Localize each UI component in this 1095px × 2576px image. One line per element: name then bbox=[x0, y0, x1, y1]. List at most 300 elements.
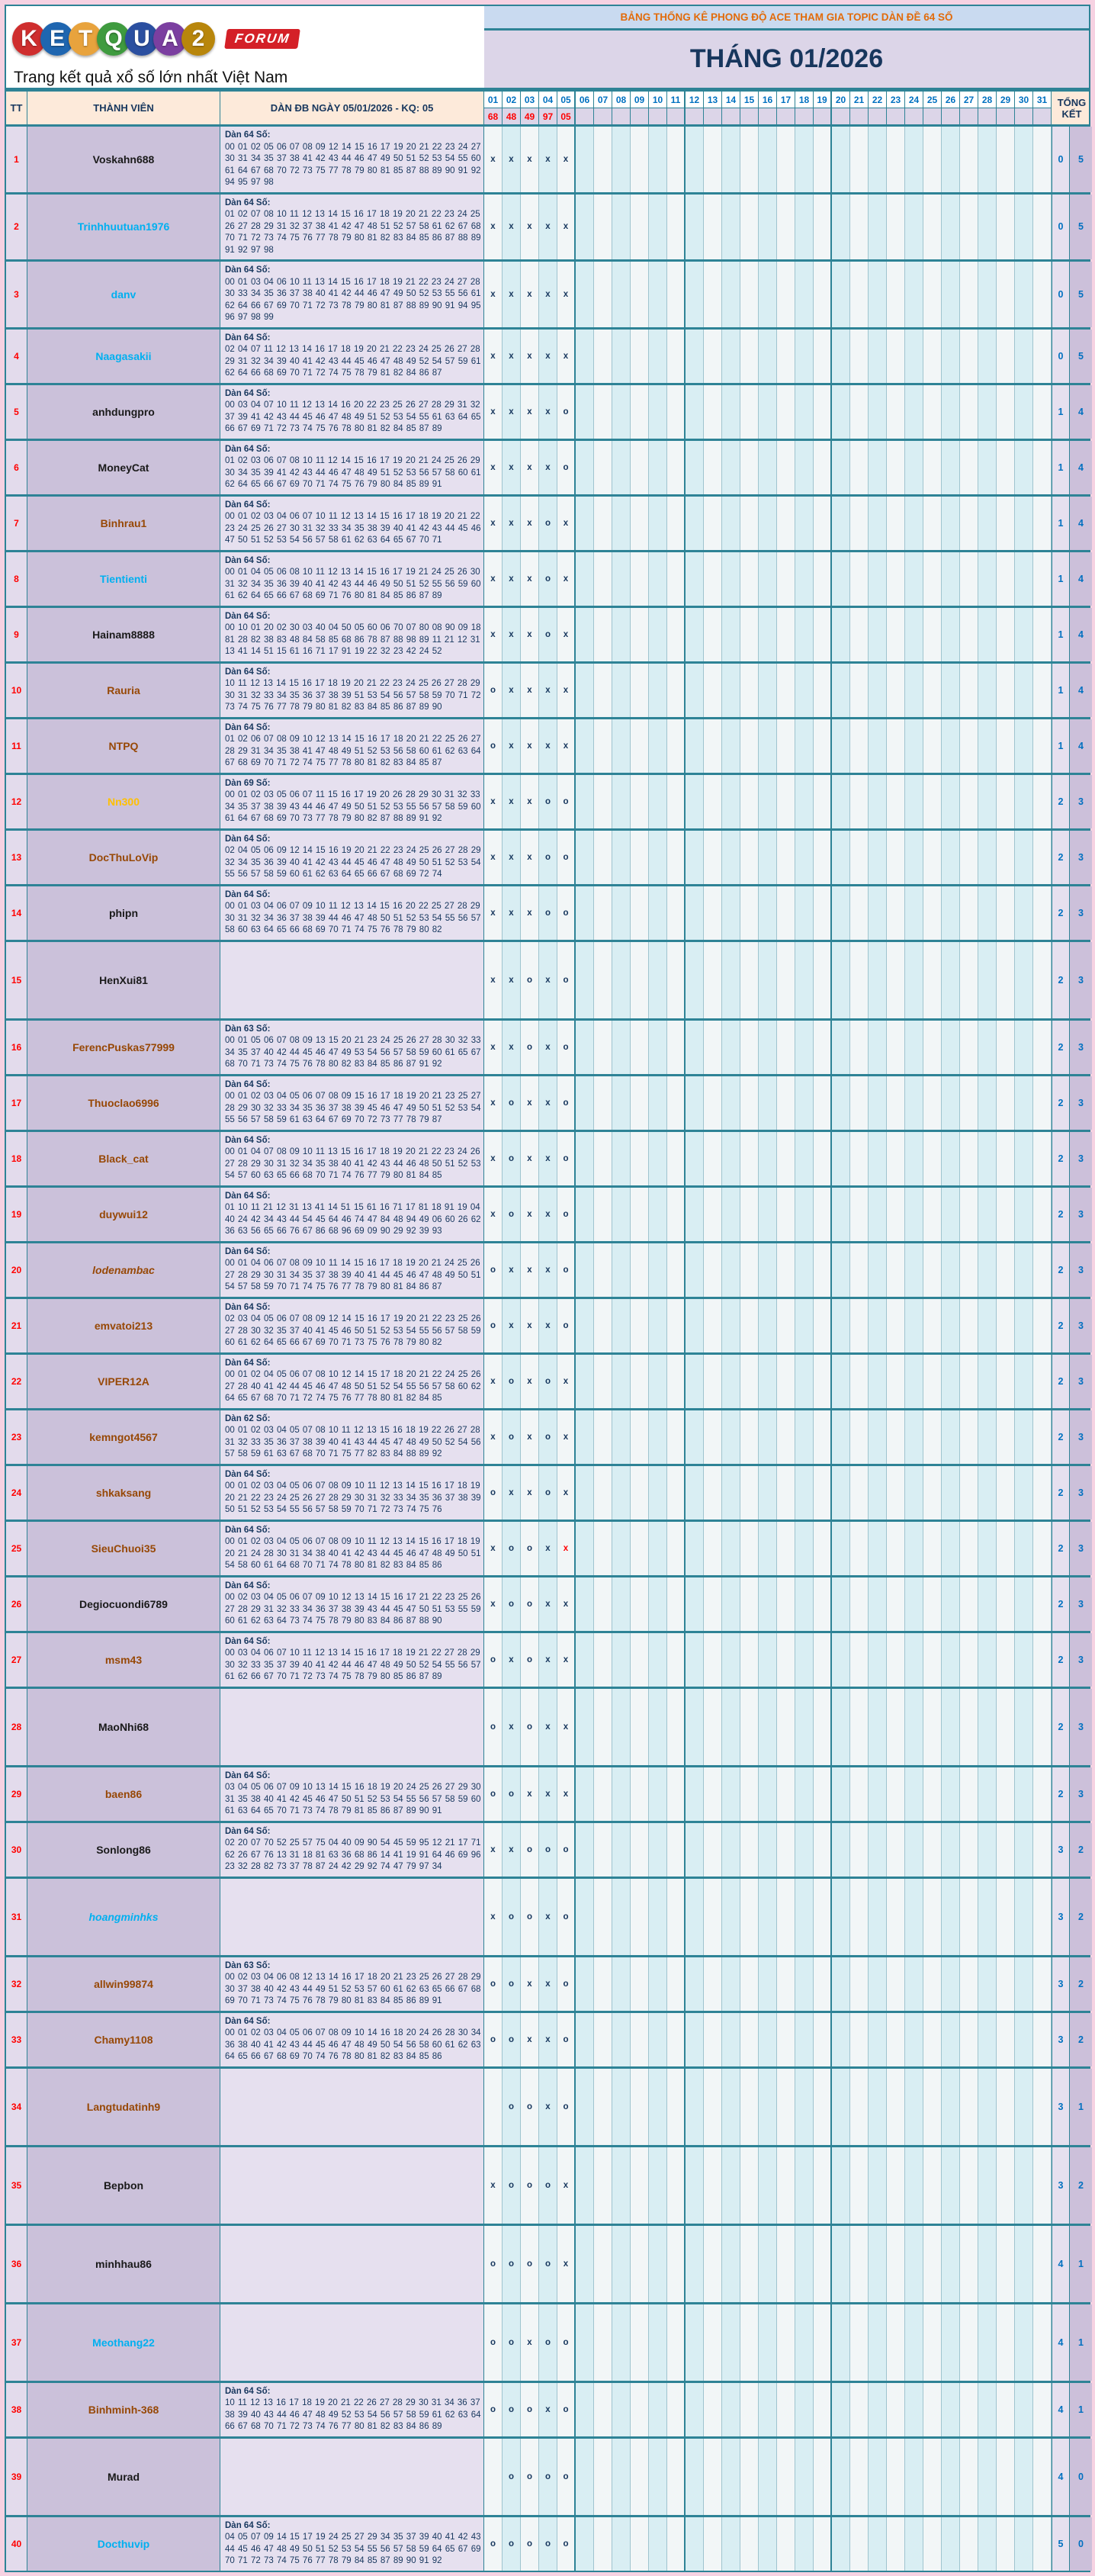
day-cell-08 bbox=[612, 441, 631, 494]
day-cells bbox=[484, 2013, 1052, 2066]
member-name-link[interactable]: FerencPuskas77999 bbox=[27, 1021, 220, 1074]
day-cell-18 bbox=[795, 1076, 814, 1130]
day-cell-24 bbox=[905, 886, 923, 940]
member-name-link[interactable]: NTPQ bbox=[27, 719, 220, 773]
day-mark-02: o bbox=[503, 2517, 521, 2571]
day-cell-09 bbox=[631, 1355, 649, 1408]
day-cell-22 bbox=[869, 1522, 887, 1575]
member-name-link[interactable]: Chamy1108 bbox=[27, 2013, 220, 2066]
day-cell-11 bbox=[667, 2226, 686, 2302]
day-cell-29 bbox=[997, 497, 1015, 550]
day-cell-15 bbox=[740, 330, 759, 383]
day-cell-13 bbox=[704, 1522, 722, 1575]
day-cell-15 bbox=[740, 2147, 759, 2224]
dan-numbers-cell bbox=[220, 2147, 484, 2224]
day-cell-19 bbox=[814, 1132, 832, 1185]
day-cell-09 bbox=[631, 1823, 649, 1877]
day-cell-08 bbox=[612, 497, 631, 550]
day-cell-17 bbox=[777, 1522, 795, 1575]
day-mark-05: x bbox=[557, 1410, 576, 1464]
day-mark-04: o bbox=[539, 1823, 557, 1877]
day-cell-28 bbox=[978, 1633, 997, 1687]
day-cell-11 bbox=[667, 1021, 686, 1074]
day-cell-11 bbox=[667, 1410, 686, 1464]
day-cell-19 bbox=[814, 2147, 832, 2224]
day-cell-23 bbox=[887, 2226, 905, 2302]
day-mark-02: x bbox=[503, 775, 521, 828]
member-name-link[interactable]: kemngot4567 bbox=[27, 1410, 220, 1464]
day-cell-31 bbox=[1033, 664, 1052, 717]
day-cell-10 bbox=[649, 2383, 667, 2436]
day-cell-09 bbox=[631, 2517, 649, 2571]
day-cell-30 bbox=[1015, 1355, 1033, 1408]
day-cell-22 bbox=[869, 195, 887, 260]
day-cell-31 bbox=[1033, 1466, 1052, 1520]
day-cell-11 bbox=[667, 1355, 686, 1408]
day-cell-29 bbox=[997, 552, 1015, 606]
day-cell-17 bbox=[777, 2226, 795, 2302]
day-cell-13 bbox=[704, 1957, 722, 2011]
dan-numbers: 00 03 04 06 07 10 11 12 13 14 15 16 17 18 19 21 22 27 28 29 30 32 33 35 37 39 40 41 42 44 46 47 48 49 50 52 54 55 56 57 61 62 66 67 70 71 72 73 74 75 78 79 80 85 86 87 89 bbox=[225, 1648, 481, 1682]
day-cell-09 bbox=[631, 1188, 649, 1241]
day-cell-10 bbox=[649, 664, 667, 717]
total-miss-count: 4 bbox=[1052, 2304, 1070, 2381]
day-cell-12 bbox=[686, 775, 704, 828]
day-cell-18 bbox=[795, 385, 814, 439]
day-cell-22 bbox=[869, 2383, 887, 2436]
day-cell-14 bbox=[722, 2304, 740, 2381]
day-header-01: 01 bbox=[484, 92, 503, 108]
day-header-28: 28 bbox=[978, 92, 997, 108]
day-cell-24 bbox=[905, 1243, 923, 1297]
day-cell-08 bbox=[612, 1633, 631, 1687]
member-name-link[interactable]: anhdungpro bbox=[27, 385, 220, 439]
member-name-link[interactable]: Langtudatinh9 bbox=[27, 2069, 220, 2145]
member-row bbox=[6, 1955, 1089, 2011]
day-cell-31 bbox=[1033, 127, 1052, 192]
member-name-link[interactable]: Hainam8888 bbox=[27, 608, 220, 661]
day-cell-19 bbox=[814, 195, 832, 260]
day-cell-26 bbox=[942, 1689, 960, 1765]
member-name-link[interactable]: Docthuvip bbox=[27, 2517, 220, 2571]
day-cell-10 bbox=[649, 831, 667, 884]
day-cell-06 bbox=[576, 195, 594, 260]
day-cell-29 bbox=[997, 942, 1015, 1018]
forum-badge: FORUM bbox=[224, 29, 300, 49]
day-cell-20 bbox=[832, 1577, 850, 1631]
row-index: 24 bbox=[6, 1466, 27, 1520]
day-cell-06 bbox=[576, 2226, 594, 2302]
member-name-link[interactable]: Naagasakii bbox=[27, 330, 220, 383]
row-index: 21 bbox=[6, 1299, 27, 1352]
day-cell-19 bbox=[814, 1188, 832, 1241]
day-cell-18 bbox=[795, 831, 814, 884]
day-cell-18 bbox=[795, 1188, 814, 1241]
day-mark-03: o bbox=[521, 1577, 539, 1631]
day-cell-09 bbox=[631, 262, 649, 327]
day-cell-24 bbox=[905, 441, 923, 494]
day-cell-25 bbox=[923, 1879, 942, 1955]
day-mark-01: o bbox=[484, 2383, 503, 2436]
day-cell-22 bbox=[869, 497, 887, 550]
day-mark-02: x bbox=[503, 1466, 521, 1520]
day-cell-17 bbox=[777, 1633, 795, 1687]
day-mark-03: x bbox=[521, 497, 539, 550]
day-cell-06 bbox=[576, 719, 594, 773]
day-cell-17 bbox=[777, 1021, 795, 1074]
day-cell-30 bbox=[1015, 1522, 1033, 1575]
day-cell-19 bbox=[814, 1577, 832, 1631]
day-cell-21 bbox=[850, 1466, 869, 1520]
day-cell-13 bbox=[704, 497, 722, 550]
member-name-link[interactable]: Degiocuondi6789 bbox=[27, 1577, 220, 1631]
day-cell-13 bbox=[704, 2383, 722, 2436]
day-cell-30 bbox=[1015, 1299, 1033, 1352]
member-name-link[interactable]: MoneyCat bbox=[27, 441, 220, 494]
day-cells bbox=[484, 608, 1052, 661]
day-cell-28 bbox=[978, 1021, 997, 1074]
member-name-link[interactable]: Rauria bbox=[27, 664, 220, 717]
total-win-count: 0 bbox=[1070, 2517, 1092, 2571]
day-cell-21 bbox=[850, 195, 869, 260]
day-cell-12 bbox=[686, 1243, 704, 1297]
member-name-link[interactable]: Voskahn688 bbox=[27, 127, 220, 192]
day-mark-02: o bbox=[503, 2383, 521, 2436]
member-name-link[interactable]: baen86 bbox=[27, 1767, 220, 1821]
member-row bbox=[6, 1018, 1089, 1074]
day-cell-28 bbox=[978, 1243, 997, 1297]
day-cell-29 bbox=[997, 1466, 1015, 1520]
day-cell-08 bbox=[612, 2439, 631, 2515]
day-header-21: 21 bbox=[850, 92, 869, 108]
day-mark-03: x bbox=[521, 719, 539, 773]
day-cell-16 bbox=[759, 1355, 777, 1408]
member-row bbox=[6, 327, 1089, 383]
day-cell-16 bbox=[759, 831, 777, 884]
day-cell-17 bbox=[777, 1243, 795, 1297]
day-cell-29 bbox=[997, 831, 1015, 884]
dan-label: Dàn 64 Số: bbox=[225, 611, 271, 621]
day-cell-22 bbox=[869, 1355, 887, 1408]
dan-label: Dàn 64 Số: bbox=[225, 130, 271, 140]
member-name-link[interactable]: Binhrau1 bbox=[27, 497, 220, 550]
day-cells bbox=[484, 552, 1052, 606]
member-name-link[interactable]: shkaksang bbox=[27, 1466, 220, 1520]
day-cell-17 bbox=[777, 552, 795, 606]
dan-label: Dàn 64 Số: bbox=[225, 1079, 271, 1089]
day-cell-23 bbox=[887, 195, 905, 260]
day-cell-15 bbox=[740, 1689, 759, 1765]
day-cell-06 bbox=[576, 1243, 594, 1297]
member-name-link[interactable]: Nn300 bbox=[27, 775, 220, 828]
day-cell-28 bbox=[978, 2147, 997, 2224]
member-row bbox=[6, 1877, 1089, 1955]
day-cell-20 bbox=[832, 1132, 850, 1185]
day-cell-09 bbox=[631, 1410, 649, 1464]
day-cell-11 bbox=[667, 2147, 686, 2224]
day-cell-17 bbox=[777, 775, 795, 828]
day-cell-29 bbox=[997, 127, 1015, 192]
day-result-06 bbox=[576, 108, 594, 124]
logo-letter: U bbox=[125, 22, 159, 56]
day-cell-08 bbox=[612, 664, 631, 717]
day-mark-01: o bbox=[484, 664, 503, 717]
day-cell-14 bbox=[722, 1879, 740, 1955]
day-cell-24 bbox=[905, 195, 923, 260]
day-mark-02: o bbox=[503, 1522, 521, 1575]
member-name-link[interactable]: allwin99874 bbox=[27, 1957, 220, 2011]
member-name-link[interactable]: minhhau86 bbox=[27, 2226, 220, 2302]
day-cell-29 bbox=[997, 2226, 1015, 2302]
day-cell-27 bbox=[960, 1577, 978, 1631]
day-cell-15 bbox=[740, 1522, 759, 1575]
day-cell-26 bbox=[942, 2013, 960, 2066]
day-mark-04: x bbox=[539, 195, 557, 260]
dan-numbers: 01 02 06 07 08 09 10 12 13 14 15 16 17 18 20 21 22 25 26 27 28 29 31 34 35 38 41 47 48 49 51 52 53 56 58 60 61 62 63 64 67 68 69 70 71 72 74 75 77 78 80 81 82 83 84 85 87 bbox=[225, 735, 481, 768]
total-win-count: 2 bbox=[1070, 2013, 1092, 2066]
day-cell-24 bbox=[905, 2226, 923, 2302]
member-name-link[interactable]: HenXui81 bbox=[27, 942, 220, 1018]
day-cell-21 bbox=[850, 127, 869, 192]
day-mark-04: o bbox=[539, 1355, 557, 1408]
member-name-link[interactable]: SieuChuoi35 bbox=[27, 1522, 220, 1575]
day-mark-02: x bbox=[503, 552, 521, 606]
day-cell-21 bbox=[850, 2226, 869, 2302]
day-result-18 bbox=[795, 108, 814, 124]
day-mark-02: x bbox=[503, 497, 521, 550]
member-name-link[interactable]: Meothang22 bbox=[27, 2304, 220, 2381]
member-name-link[interactable]: Tientienti bbox=[27, 552, 220, 606]
day-mark-04: x bbox=[539, 385, 557, 439]
day-cell-27 bbox=[960, 1689, 978, 1765]
member-name-link[interactable]: Black_cat bbox=[27, 1132, 220, 1185]
day-mark-02: o bbox=[503, 1957, 521, 2011]
dan-numbers-cell bbox=[220, 497, 484, 550]
day-mark-05: o bbox=[557, 2383, 576, 2436]
day-mark-04: x bbox=[539, 942, 557, 1018]
day-cell-23 bbox=[887, 2147, 905, 2224]
day-cells bbox=[484, 719, 1052, 773]
day-cell-14 bbox=[722, 1188, 740, 1241]
day-cell-19 bbox=[814, 719, 832, 773]
day-cell-24 bbox=[905, 608, 923, 661]
day-cell-11 bbox=[667, 1957, 686, 2011]
day-mark-04: x bbox=[539, 1689, 557, 1765]
day-cell-10 bbox=[649, 1879, 667, 1955]
day-cell-21 bbox=[850, 1132, 869, 1185]
total-win-count: 3 bbox=[1070, 1410, 1092, 1464]
member-name-link[interactable]: DocThuLoVip bbox=[27, 831, 220, 884]
day-cell-14 bbox=[722, 385, 740, 439]
row-index: 26 bbox=[6, 1577, 27, 1631]
day-cell-20 bbox=[832, 262, 850, 327]
day-cell-17 bbox=[777, 1188, 795, 1241]
day-cell-18 bbox=[795, 552, 814, 606]
logo-letter: Q bbox=[97, 22, 130, 56]
member-name-link[interactable]: Trinhhuutuan1976 bbox=[27, 195, 220, 260]
day-cell-25 bbox=[923, 1132, 942, 1185]
member-name-link[interactable]: duywui12 bbox=[27, 1188, 220, 1241]
day-mark-03: o bbox=[521, 942, 539, 1018]
day-mark-05: x bbox=[557, 1522, 576, 1575]
member-name-link[interactable]: Sonlong86 bbox=[27, 1823, 220, 1877]
member-name-link[interactable]: hoangminhks bbox=[27, 1879, 220, 1955]
day-header-22: 22 bbox=[869, 92, 887, 108]
member-name-link[interactable]: Bepbon bbox=[27, 2147, 220, 2224]
day-cell-11 bbox=[667, 1823, 686, 1877]
day-cell-17 bbox=[777, 441, 795, 494]
day-cell-27 bbox=[960, 1823, 978, 1877]
day-cell-22 bbox=[869, 1879, 887, 1955]
day-cell-06 bbox=[576, 608, 594, 661]
logo-letter: 2 bbox=[181, 22, 215, 56]
day-mark-05: o bbox=[557, 2517, 576, 2571]
member-name-link[interactable]: Murad bbox=[27, 2439, 220, 2515]
member-name-link[interactable]: lodenambac bbox=[27, 1243, 220, 1297]
day-cell-30 bbox=[1015, 1689, 1033, 1765]
day-mark-01: x bbox=[484, 195, 503, 260]
day-cell-07 bbox=[594, 1355, 612, 1408]
day-mark-02: o bbox=[503, 2013, 521, 2066]
day-cell-07 bbox=[594, 2013, 612, 2066]
day-cell-15 bbox=[740, 1767, 759, 1821]
day-cells bbox=[484, 127, 1052, 192]
day-cell-31 bbox=[1033, 262, 1052, 327]
day-cell-11 bbox=[667, 1243, 686, 1297]
row-index: 14 bbox=[6, 886, 27, 940]
day-result-20 bbox=[832, 108, 850, 124]
day-cell-13 bbox=[704, 1767, 722, 1821]
dan-numbers-cell bbox=[220, 2383, 484, 2436]
dan-label: Dàn 62 Số: bbox=[225, 1413, 271, 1423]
day-cell-30 bbox=[1015, 1410, 1033, 1464]
day-cells bbox=[484, 2226, 1052, 2302]
day-cell-19 bbox=[814, 942, 832, 1018]
dan-numbers: 00 01 02 05 06 07 08 09 12 14 15 16 17 19 20 21 22 23 24 27 30 31 34 35 37 38 41 42 43 44 46 47 49 50 51 52 53 54 55 60 61 64 67 68 70 72 73 75 77 78 79 80 81 85 87 88 89 90 91 92 94 95 97 98 bbox=[225, 142, 481, 188]
day-cell-17 bbox=[777, 664, 795, 717]
day-cell-27 bbox=[960, 552, 978, 606]
day-result-30 bbox=[1015, 108, 1033, 124]
day-header-13: 13 bbox=[704, 92, 722, 108]
day-cell-19 bbox=[814, 1243, 832, 1297]
member-name-link[interactable]: MaoNhi68 bbox=[27, 1689, 220, 1765]
day-cell-29 bbox=[997, 1767, 1015, 1821]
total-miss-count: 3 bbox=[1052, 2013, 1070, 2066]
member-row bbox=[6, 2011, 1089, 2066]
day-mark-03: o bbox=[521, 2383, 539, 2436]
day-cell-23 bbox=[887, 775, 905, 828]
day-cell-12 bbox=[686, 1767, 704, 1821]
day-cell-22 bbox=[869, 1767, 887, 1821]
total-miss-count: 3 bbox=[1052, 1823, 1070, 1877]
day-cell-17 bbox=[777, 127, 795, 192]
day-cell-09 bbox=[631, 1466, 649, 1520]
member-name-link[interactable]: emvatoi213 bbox=[27, 1299, 220, 1352]
day-cell-10 bbox=[649, 719, 667, 773]
day-header-24: 24 bbox=[905, 92, 923, 108]
day-cell-22 bbox=[869, 262, 887, 327]
day-cell-16 bbox=[759, 1689, 777, 1765]
day-cell-07 bbox=[594, 1299, 612, 1352]
total-miss-count: 3 bbox=[1052, 1879, 1070, 1955]
dan-numbers: 10 11 12 13 14 15 16 17 18 19 20 21 22 23 24 25 26 27 28 29 30 31 32 33 34 35 36 37 38 39 51 53 54 56 57 58 59 70 71 72 73 74 75 76 77 78 79 80 81 82 83 84 85 86 87 89 90 bbox=[225, 679, 481, 712]
total-win-count: 5 bbox=[1070, 127, 1092, 192]
day-cell-12 bbox=[686, 1076, 704, 1130]
day-cell-13 bbox=[704, 441, 722, 494]
day-mark-02: x bbox=[503, 831, 521, 884]
total-win-count: 4 bbox=[1070, 441, 1092, 494]
day-header-11: 11 bbox=[667, 92, 686, 108]
total-win-count: 3 bbox=[1070, 1299, 1092, 1352]
day-cell-10 bbox=[649, 942, 667, 1018]
dan-numbers: 00 01 04 05 06 08 10 11 12 13 14 15 16 17 19 21 24 25 26 30 31 32 34 35 36 39 40 41 42 43 44 46 49 50 51 52 55 56 59 60 61 62 64 65 66 67 68 69 71 76 80 81 84 85 86 87 89 bbox=[225, 568, 481, 601]
day-cell-07 bbox=[594, 1021, 612, 1074]
dan-numbers-cell bbox=[220, 775, 484, 828]
day-cell-16 bbox=[759, 385, 777, 439]
day-cell-19 bbox=[814, 1689, 832, 1765]
day-cell-11 bbox=[667, 664, 686, 717]
member-name-link[interactable]: phipn bbox=[27, 886, 220, 940]
day-cell-11 bbox=[667, 552, 686, 606]
day-cell-15 bbox=[740, 1132, 759, 1185]
day-cell-22 bbox=[869, 831, 887, 884]
day-cell-30 bbox=[1015, 2517, 1033, 2571]
member-name-link[interactable]: VIPER12A bbox=[27, 1355, 220, 1408]
day-cell-09 bbox=[631, 2226, 649, 2302]
day-cell-09 bbox=[631, 2304, 649, 2381]
day-cell-11 bbox=[667, 831, 686, 884]
day-cell-24 bbox=[905, 719, 923, 773]
day-cell-21 bbox=[850, 262, 869, 327]
day-cell-19 bbox=[814, 1076, 832, 1130]
day-cell-24 bbox=[905, 831, 923, 884]
total-miss-count: 2 bbox=[1052, 775, 1070, 828]
day-cell-19 bbox=[814, 775, 832, 828]
day-mark-05: x bbox=[557, 1577, 576, 1631]
day-cell-16 bbox=[759, 1577, 777, 1631]
day-cell-22 bbox=[869, 441, 887, 494]
day-header-07: 07 bbox=[594, 92, 612, 108]
day-cell-17 bbox=[777, 330, 795, 383]
day-header-26: 26 bbox=[942, 92, 960, 108]
day-mark-03: x bbox=[521, 2013, 539, 2066]
member-name-link[interactable]: Thuoclao6996 bbox=[27, 1076, 220, 1130]
day-cell-30 bbox=[1015, 2069, 1033, 2145]
day-mark-02: o bbox=[503, 2147, 521, 2224]
day-cell-29 bbox=[997, 608, 1015, 661]
day-cell-31 bbox=[1033, 1188, 1052, 1241]
day-cell-20 bbox=[832, 2069, 850, 2145]
day-cell-26 bbox=[942, 2304, 960, 2381]
day-cell-29 bbox=[997, 1188, 1015, 1241]
day-cell-14 bbox=[722, 2439, 740, 2515]
day-cell-23 bbox=[887, 385, 905, 439]
day-cell-20 bbox=[832, 127, 850, 192]
day-cell-19 bbox=[814, 2069, 832, 2145]
member-name-link[interactable]: danv bbox=[27, 262, 220, 327]
day-header-12: 12 bbox=[686, 92, 704, 108]
member-name-link[interactable]: msm43 bbox=[27, 1633, 220, 1687]
total-win-count: 3 bbox=[1070, 1355, 1092, 1408]
day-cell-12 bbox=[686, 1299, 704, 1352]
row-index: 30 bbox=[6, 1823, 27, 1877]
day-cell-07 bbox=[594, 1879, 612, 1955]
day-cell-31 bbox=[1033, 2383, 1052, 2436]
day-cell-24 bbox=[905, 127, 923, 192]
day-cell-01 bbox=[484, 2439, 503, 2515]
day-mark-05: x bbox=[557, 127, 576, 192]
member-name-link[interactable]: Binhminh-368 bbox=[27, 2383, 220, 2436]
